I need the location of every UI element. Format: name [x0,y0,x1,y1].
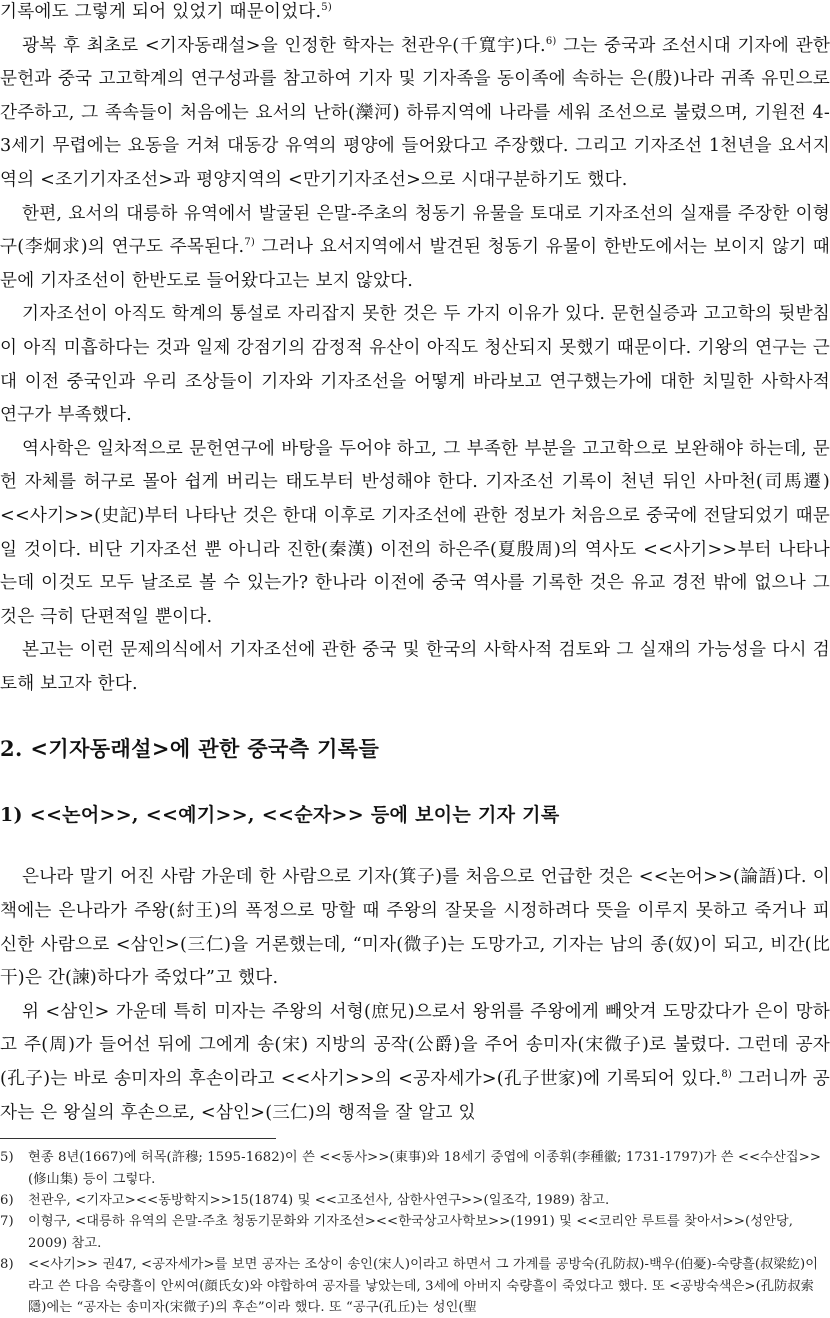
footnote-ref-7[interactable]: 7) [244,237,255,249]
footnote-number: 5) [0,1150,14,1166]
footnote-divider [0,1138,276,1139]
paragraph-1: 기록에도 그렇게 되어 있었기 때문이었다.$^{5)}$ [0,2,332,22]
footnote-ref-6[interactable]: 6) [545,35,557,47]
body-bottom [0,861,830,1130]
paragraph-2: 광복 후 최초로 <기자동래설>을 인정한 학자는 천관우(千寬宇)다.$^{6)}$ 그는 중국과 조선시대 기자에 관한 문헌과 중국 고고학계의 연구성과를 참고하여 기자 및 기자족을 동이족에 속하는 은(殷)나라 귀족 유민으로 간주하고, 그 족속들이 처음에는 요서의 난하(灤河) 하류지역에 나라를 세워 조선으로 불렸으며, 기원전 4-3세기 무렵에는 요동을 거쳐 대동강 유역의 평양에 들어왔다고 주장했다. 그리고 기자조선 1천년을 요서지역의 <조기기자조선>과 평양지역의 <만기기자조선>으로 시대구분하기도 했다. [0,35,830,190]
footnote-number: 7) [0,1214,14,1230]
footnote-number: 6) [0,1193,14,1209]
paragraph-3: 한편, 요서의 대릉하 유역에서 발굴된 은말-주초의 청동기 유물을 토대로 기자조선의 실재를 주장한 이형구(李炯求)의 연구도 주목된다.$^{7)}$ 그러나 요서지역에서 발견된 청동기 유물이 한반도에서는 보이지 않기 때문에 기자조선이 한반도로 들어왔다고는 보지 않았다. [0,203,830,291]
subsection-heading: 1) <<논어>>, <<예기>>, <<순자>> 등에 보이는 기자 기록 [0,804,560,827]
paragraph-7: 은나라 말기 어진 사람 가운데 한 사람으로 기자(箕子)를 처음으로 언급한 것은 <<논어>>(論語)다. 이 책에는 은나라가 주왕(紂王)의 폭정으로 망할 때 주왕의 잘못을 시정하려다 뜻을 이루지 못하고 죽거나 피신한 사람으로 <삼인>(三仁)을 거론했는데, “미자(微子)는 도망가고, 기자는 남의 종(奴)이 되고, 비간(比干)은 간(諫)하다가 죽었다”고 했다. [0,867,830,989]
section-heading: 2. <기자동래설>에 관한 중국측 기록들 [0,736,380,762]
footnote-8: 8) <<사기>> 권47, <공자세가>를 보면 공자는 조상이 송인(宋人)이라고 하면서 그 가계를 공방숙(孔防叔)-백우(伯憂)-숙량흘(叔梁紇)이라고 쓴 다음 숙량흘이 안씨여(顔氏女)와 야합하여 공자를 낳았는데, 3세에 아버지 숙량흘이 죽었다고 했다. 또 <공방숙색은>(孔防叔索隱)에는 “공자는 송미자(宋微子)의 후손”이라 했다. 또 “공구(孔丘)는 성인(聖 [0,1254,830,1318]
paragraph-4: 기자조선이 아직도 학계의 통설로 자리잡지 못한 것은 두 가지 이유가 있다. 문헌실증과 고고학의 뒷받침이 아직 미흡하다는 것과 일제 강점기의 감정적 유산이 아직도 청산되지 못했기 때문이다. 기왕의 연구는 근대 이전 중국인과 우리 조상들이 기자와 기자조선을 어떻게 바라보고 연구했는가에 대한 치밀한 사학사적 연구가 부족했다. [0,304,830,426]
footnote-7: 7) 이형구, <대릉하 유역의 은말-주초 청동기문화와 기자조선><<한국상고사학보>>(1991) 및 <<코리안 루트를 찾아서>>(성안당, 2009) 참고. [0,1211,830,1254]
footnote-number: 8) [0,1257,14,1273]
paragraph-8: 위 <삼인> 가운데 특히 미자는 주왕의 서형(庶兄)으로서 왕위를 주왕에게 빼앗겨 도망갔다가 은이 망하고 주(周)가 들어선 뒤에 그에게 송(宋) 지방의 공작(公爵)을 주어 송미자(宋微子)로 불렸다. 그런데 공자(孔子)는 바로 송미자의 후손이라고 <<사기>>의 <공자세가>(孔子世家)에 기록되어 있다.$^{8)}$ 그러니까 공자는 은 왕실의 후손으로, <삼인>(三仁)의 행적을 잘 알고 있 [0,1001,830,1123]
footnote-6: 6) 천관우, <기자고><<동방학지>>15(1874) 및 <<고조선사, 삼한사연구>>(일조각, 1989) 참고. [0,1190,830,1211]
footnote-ref-5[interactable]: 5) [321,2,332,14]
footnotes [0,1147,830,1318]
footnote-ref-8[interactable]: 8) [721,1069,732,1081]
paragraph-6: 본고는 이런 문제의식에서 기자조선에 관한 중국 및 한국의 사학사적 검토와 그 실재의 가능성을 다시 검토해 보고자 한다. [0,640,830,694]
paragraph-5: 역사학은 일차적으로 문헌연구에 바탕을 두어야 하고, 그 부족한 부분을 고고학으로 보완해야 하는데, 문헌 자체를 허구로 몰아 쉽게 버리는 태도부터 반성해야 한다. 기자조선 기록이 천년 뒤인 사마천(司馬遷) <<사기>>(史記)부터 나타난 것은 한대 이후로 기자조선에 관한 정보가 처음으로 중국에 전달되었기 때문일 것이다. 비단 기자조선 뿐 아니라 진한(秦漢) 이전의 하은주(夏殷周)의 역사도 <<사기>>부터 나타나는데 이것도 모두 날조로 볼 수 있는가? 한나라 이전에 중국 역사를 기록한 것은 유교 경전 밖에 없으나 그것은 극히 단편적일 뿐이다. [0,438,830,627]
footnote-5: 5) 현종 8년(1667)에 허목(許穆; 1595-1682)이 쓴 <<동사>>(東事)와 18세기 중엽에 이종휘(李種徽; 1731-1797)가 쓴 <<수산집>>(修山集) 등이 그렇다. [0,1147,830,1190]
